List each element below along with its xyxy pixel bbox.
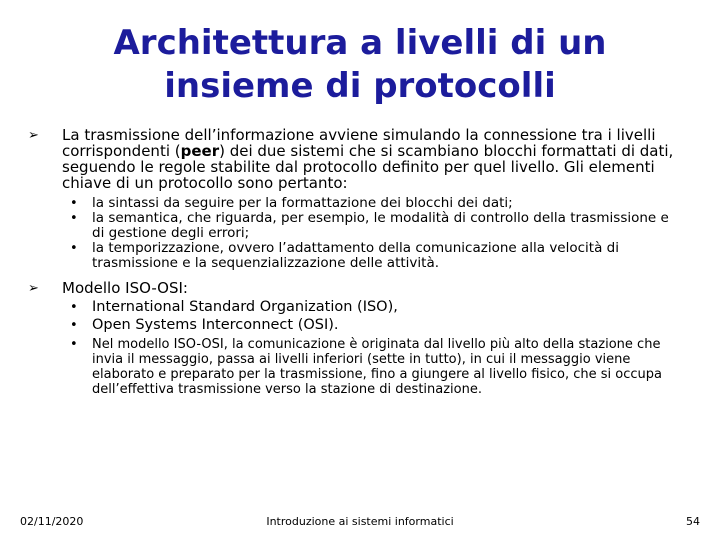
arrow-bullet-icon: ➢ (28, 281, 39, 296)
bullet-text (62, 126, 673, 192)
iso-osi-list (62, 298, 682, 397)
list-item-iso (62, 298, 684, 316)
list-item-text: la semantica, che riguarda, per esempio, le modalità di controllo della trasmissione e di gestione degli errori; (92, 210, 669, 241)
osi-suffix: (OSI). (293, 317, 339, 333)
list-item-text: la sintassi da seguire per la formattazione dei blocchi dei dati; (92, 195, 513, 211)
iso-suffix: (ISO), (352, 299, 398, 315)
list-item-semantics (62, 211, 684, 241)
slide-content (0, 127, 720, 397)
peer-term: peer (180, 142, 220, 160)
osi-main: Open Systems Interconnect (92, 317, 294, 333)
list-item-note (62, 337, 684, 397)
dot-bullet-icon: • (70, 300, 78, 315)
slide-title-line-2: insieme di protocolli (164, 66, 556, 106)
bullet-iso-osi (0, 280, 682, 397)
dot-bullet-icon: • (70, 211, 78, 226)
list-item-text: Nel modello ISO-OSI, la comunicazione è originata dal livello più alto della stazione che invia il messaggio, passa ai livelli inferiori (sette in tutto), in cui il messaggio viene elaborato e preparato per la trasmissione, fino a giungere al livello fisico, che si occupa dell’effettiva trasmissione verso la stazione di destinazione. (92, 337, 662, 397)
footer-date: 02/11/2020 (20, 515, 84, 528)
bullet-text-after: ) dei due sistemi che si scambiano blocchi formattati di dati, seguendo le regole stabilite dal protocollo definito per quel livello. Gli elementi chiave di un protocollo sono pertanto: (62, 142, 674, 192)
dot-bullet-icon: • (70, 196, 78, 211)
list-item-timing (62, 241, 684, 271)
list-item-syntax (62, 196, 684, 211)
page-number: 54 (686, 515, 700, 528)
bullet-text: Modello ISO-OSI: (62, 279, 188, 297)
dot-bullet-icon: • (70, 241, 78, 256)
list-item-osi (62, 316, 684, 334)
iso-main: International Standard Organization (92, 299, 353, 315)
list-item-text: la temporizzazione, ovvero l’adattamento della comunicazione alla velocità di trasmissione e la sequenzializzazione delle attività. (92, 240, 619, 271)
bullet-transmission (0, 127, 682, 271)
slide-title-line-1: Architettura a livelli di un (113, 23, 607, 63)
dot-bullet-icon: • (70, 337, 78, 352)
arrow-bullet-icon: ➢ (28, 128, 39, 143)
footer-title: Introduzione ai sistemi informatici (266, 515, 454, 528)
protocol-elements-list (62, 196, 682, 271)
bullet-text-before: La trasmissione dell’informazione avviene simulando la connessione tra i livelli corrispondenti ( (62, 126, 656, 160)
slide-title (40, 22, 680, 108)
dot-bullet-icon: • (70, 318, 78, 333)
